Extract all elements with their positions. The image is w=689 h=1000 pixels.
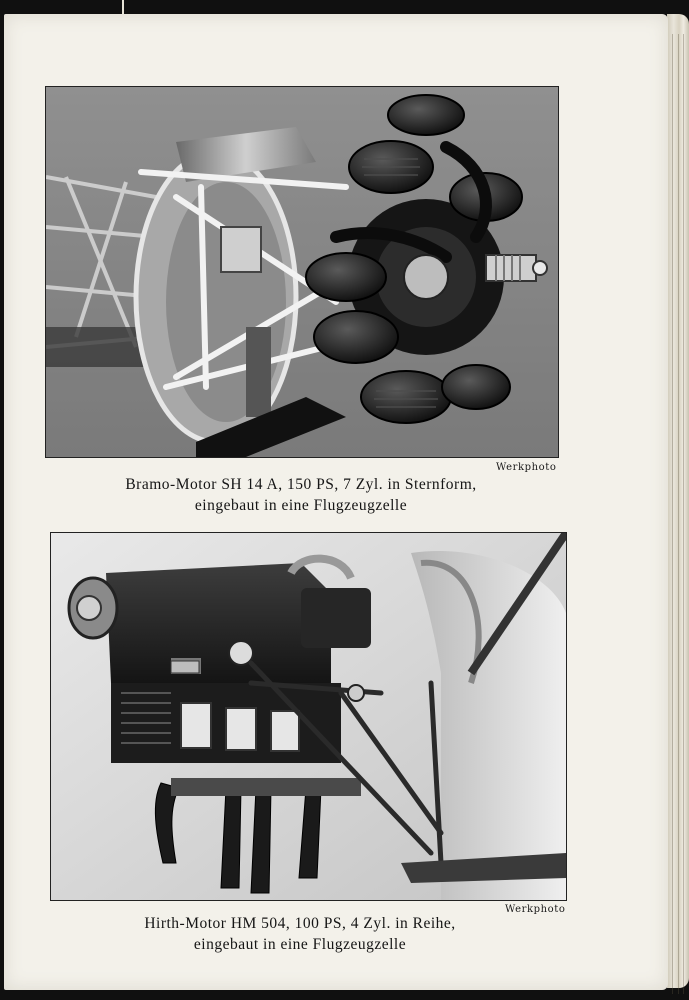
figure-caption — [20, 913, 580, 955]
page-edge-line — [683, 34, 684, 994]
photo-radial-engine — [45, 86, 559, 458]
inline-engine-illustration — [51, 533, 566, 900]
photo-credit: Werkphoto — [505, 904, 566, 915]
photo-inline-engine — [50, 532, 567, 901]
caption-line: eingebaut in eine Flugzeugzelle — [194, 497, 408, 514]
caption-line: eingebaut in eine Flugzeugzelle — [193, 936, 407, 953]
figure-caption — [21, 474, 581, 516]
caption-line: Bramo-Motor SH 14 A, 150 PS, 7 Zyl. in Sternform, — [125, 476, 477, 493]
page-edge-line — [672, 34, 673, 994]
page-stack-edge — [667, 14, 689, 988]
page-edge-line — [678, 34, 679, 994]
photo-credit: Werkphoto — [496, 462, 557, 473]
radial-engine-illustration — [46, 87, 558, 457]
caption-line: Hirth-Motor HM 504, 100 PS, 4 Zyl. in Reihe, — [144, 915, 456, 932]
